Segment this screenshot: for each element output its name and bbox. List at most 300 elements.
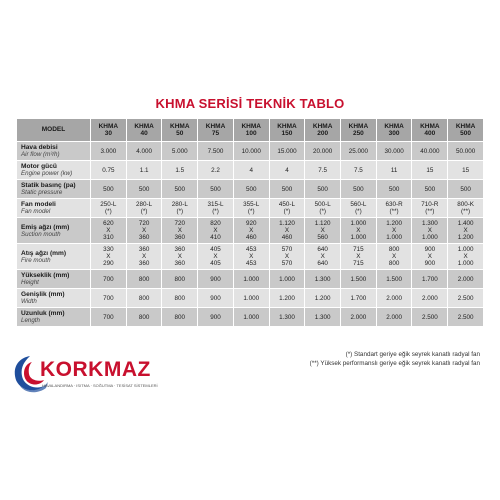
cell-value: X [141, 253, 147, 260]
cell-value: 1.700 [350, 294, 367, 302]
cell-value: 1.500 [350, 275, 367, 283]
cell-value: 280-L [136, 201, 153, 208]
cell-value: 453 [245, 260, 257, 267]
spec-table [16, 118, 484, 327]
table-cell [376, 199, 412, 218]
table-cell [448, 142, 484, 161]
model-column-header [305, 119, 341, 142]
model-number: 150 [281, 130, 293, 137]
cell-value: 800 [174, 294, 186, 302]
row-label-en: Height [21, 279, 39, 286]
table-cell [341, 199, 377, 218]
cell-value: X [356, 227, 361, 234]
table-body [17, 142, 484, 327]
table-cell [162, 142, 198, 161]
cell-value: 800 [138, 275, 150, 283]
cell-value: 1.400 [457, 220, 474, 227]
table-title: KHMA SERİSİ TEKNİK TABLO [155, 96, 345, 111]
cell-value: 315-L [207, 201, 224, 208]
cell-value: 500 [317, 185, 328, 193]
company-logo [10, 352, 170, 402]
cell-value: 500 [103, 185, 114, 193]
row-label-en: Static pressure [21, 189, 63, 196]
model-series: KHMA [277, 122, 297, 130]
cell-value: X [463, 227, 468, 234]
model-number: 50 [176, 130, 184, 137]
table-cell [233, 308, 269, 327]
cell-value: (**) [425, 208, 435, 215]
cell-value: 500 [281, 185, 293, 193]
model-column-header [233, 119, 269, 142]
table-cell [162, 161, 198, 180]
cell-value: 2.500 [457, 313, 474, 321]
table-cell [233, 180, 269, 199]
table-cell [305, 289, 341, 308]
table-cell [233, 244, 269, 270]
table-cell [233, 289, 269, 308]
cell-value: X [427, 227, 432, 234]
cell-value: 1.000 [243, 275, 260, 283]
table-cell [412, 142, 448, 161]
table-cell [448, 199, 484, 218]
table-cell [198, 180, 234, 199]
table-cell [126, 244, 162, 270]
cell-value: 2.500 [457, 294, 474, 302]
cell-value: X [106, 227, 111, 234]
cell-value: 800 [388, 246, 400, 253]
cell-value: 25.000 [348, 147, 369, 155]
cell-value: 800 [138, 294, 150, 302]
cell-value: 500-L [314, 201, 331, 208]
cell-value: 715 [353, 260, 364, 267]
table-cell [305, 244, 341, 270]
table-cell [91, 199, 127, 218]
cell-value: 700 [103, 313, 114, 321]
row-label [17, 218, 91, 244]
cell-value: 280-L [171, 201, 188, 208]
table-cell [198, 161, 234, 180]
cell-value: 1.000 [243, 313, 260, 321]
table-cell [341, 180, 377, 199]
cell-value: 820 [210, 220, 221, 227]
table-cell [305, 218, 341, 244]
cell-value: 800 [174, 275, 186, 283]
table-cell [412, 289, 448, 308]
cell-value: 355-L [243, 201, 260, 208]
table-cell [376, 244, 412, 270]
model-number: 500 [460, 130, 472, 137]
cell-value: 1.000 [279, 275, 295, 283]
table-cell [376, 308, 412, 327]
table-cell [412, 161, 448, 180]
table-cell [269, 308, 305, 327]
cell-value: 900 [210, 313, 221, 321]
model-series: KHMA [348, 122, 369, 130]
table-cell [162, 199, 198, 218]
model-number: 30 [104, 130, 112, 137]
cell-value: 1.700 [421, 275, 438, 283]
table-cell [412, 180, 448, 199]
cell-value: (*) [140, 208, 148, 215]
cell-value: X [427, 253, 432, 260]
cell-value: 1.120 [314, 220, 331, 227]
cell-value: 410 [210, 234, 221, 241]
table-cell [269, 161, 305, 180]
table-row [17, 244, 484, 270]
table-cell [198, 244, 234, 270]
table-row [17, 142, 484, 161]
table-cell [91, 218, 127, 244]
table-cell [341, 244, 377, 270]
table-cell [198, 308, 234, 327]
cell-value: 460 [245, 234, 257, 241]
row-label-tr: Atış ağzı (mm) [21, 249, 67, 257]
table-cell [269, 289, 305, 308]
table-row [17, 270, 484, 289]
cell-value: 720 [174, 220, 186, 227]
table-row [17, 218, 484, 244]
cell-value: 11 [390, 166, 398, 174]
model-series: KHMA [241, 122, 261, 130]
table-cell [126, 289, 162, 308]
cell-value: 620 [103, 220, 114, 227]
table-cell [376, 289, 412, 308]
cell-value: 40.000 [420, 147, 440, 155]
cell-value: 500 [245, 185, 257, 193]
cell-value: 1.000 [457, 260, 474, 267]
row-label [17, 308, 91, 327]
cell-value: 360 [174, 260, 186, 267]
row-label-tr: Yükseklik (mm) [21, 272, 70, 279]
footnote: (**) Yüksek performanslı geriye eğik seyrek kanatlı radyal fan [309, 360, 480, 367]
cell-value: 2.500 [421, 313, 438, 321]
cell-value: X [320, 253, 325, 260]
cell-value: 2.000 [457, 275, 474, 283]
table-cell [448, 270, 484, 289]
model-series: KHMA [170, 122, 190, 130]
model-series: KHMA [98, 122, 119, 130]
cell-value: 1.300 [314, 275, 331, 283]
model-column-header [341, 119, 377, 142]
table-cell [341, 218, 377, 244]
table-cell [91, 161, 127, 180]
model-number: 100 [245, 130, 257, 137]
model-series: KHMA [420, 122, 440, 130]
cell-value: 1.200 [386, 220, 402, 227]
row-label-en: Fire mouth [21, 256, 51, 264]
table-cell [412, 218, 448, 244]
cell-value: 20.000 [313, 147, 333, 155]
cell-value: 570 [281, 246, 293, 253]
cell-value: 1.000 [243, 294, 260, 302]
model-number: 300 [388, 130, 400, 137]
table-cell [305, 199, 341, 218]
table-cell [448, 161, 484, 180]
table-cell [412, 199, 448, 218]
cell-value: 570 [281, 260, 293, 267]
cell-value: (*) [247, 208, 255, 215]
table-cell [91, 142, 127, 161]
table-cell [448, 218, 484, 244]
cell-value: X [249, 253, 254, 260]
table-cell [198, 199, 234, 218]
model-column-header [376, 119, 412, 142]
cell-value: 360 [174, 246, 186, 253]
row-label [17, 142, 91, 161]
table-row [17, 289, 484, 308]
row-label [17, 180, 91, 199]
model-column-header [412, 119, 448, 142]
cell-value: 800-K [457, 201, 474, 208]
table-cell [126, 180, 162, 199]
cell-value: 800 [388, 260, 400, 267]
cell-value: 1.000 [457, 246, 474, 253]
row-label-tr: Hava debisi [21, 144, 58, 151]
cell-value: 920 [245, 220, 257, 227]
cell-value: 450-L [278, 201, 295, 208]
table-cell [448, 180, 484, 199]
table-cell [305, 161, 341, 180]
cell-value: 7.5 [354, 166, 363, 174]
cell-value: 720 [138, 220, 150, 227]
row-label [17, 270, 91, 289]
cell-value: X [392, 227, 397, 234]
cell-value: 1.200 [457, 234, 474, 241]
cell-value: X [141, 227, 147, 234]
row-label-tr: Statik basınç (pa) [21, 182, 76, 189]
cell-value: 7.500 [207, 147, 224, 155]
row-label-en: Air flow (m³/h) [21, 151, 60, 158]
cell-value: 1.300 [421, 220, 438, 227]
table-cell [91, 244, 127, 270]
table-cell [126, 270, 162, 289]
cell-value: 460 [281, 234, 293, 241]
footnote: (*) Standart geriye eğik seyrek kanatlı radyal fan [345, 351, 480, 358]
table-cell [305, 180, 341, 199]
row-label-tr: Emiş ağzı (mm) [21, 223, 70, 231]
cell-value: 500 [460, 185, 471, 193]
cell-value: 710-R [421, 201, 439, 208]
cell-value: 560-L [350, 201, 367, 208]
cell-value: 15 [426, 166, 434, 174]
row-label-en: Length [21, 317, 40, 324]
cell-value: 30.000 [384, 147, 404, 155]
table-row [17, 199, 484, 218]
table-cell [233, 270, 269, 289]
table-cell [376, 180, 412, 199]
table-cell [269, 218, 305, 244]
model-column-header [198, 119, 234, 142]
cell-value: 1.200 [314, 294, 331, 302]
table-cell [412, 270, 448, 289]
cell-value: X [177, 227, 182, 234]
cell-value: 2.000 [386, 294, 402, 302]
cell-value: 4 [285, 166, 289, 174]
logo-tagline: HAVALANDIRMA · ISITMA · SOĞUTMA · TESİSAT SİSTEMLERİ [42, 383, 158, 388]
table-cell [126, 142, 162, 161]
table-cell [412, 308, 448, 327]
table-cell [269, 270, 305, 289]
cell-value: 900 [424, 260, 436, 267]
cell-value: 330 [103, 246, 114, 253]
cell-value: 1.000 [421, 234, 438, 241]
cell-value: 1.500 [386, 275, 402, 283]
cell-value: 0.75 [102, 166, 115, 174]
cell-value: 10.000 [241, 147, 261, 155]
cell-value: 310 [103, 234, 114, 241]
cell-value: 15.000 [277, 147, 297, 155]
cell-value: 800 [174, 313, 186, 321]
table-cell [198, 142, 234, 161]
cell-value: (**) [389, 208, 399, 215]
cell-value: X [284, 253, 290, 260]
cell-value: 900 [210, 275, 221, 283]
table-cell [91, 270, 127, 289]
row-label [17, 161, 91, 180]
table-cell [341, 308, 377, 327]
cell-value: 500 [424, 185, 436, 193]
table-cell [376, 142, 412, 161]
model-series: KHMA [455, 122, 476, 130]
model-series: KHMA [134, 122, 154, 130]
table-cell [162, 270, 198, 289]
cell-value: 15 [462, 166, 470, 174]
cell-value: 715 [353, 246, 364, 253]
cell-value: (*) [283, 208, 291, 215]
cell-value: (*) [176, 208, 184, 215]
cell-value: 2.000 [350, 313, 367, 321]
model-number: 200 [317, 130, 329, 137]
table-cell [233, 218, 269, 244]
table-row [17, 308, 484, 327]
model-column-header [448, 119, 484, 142]
row-label-en: Fan model [21, 208, 51, 215]
cell-value: 1.300 [279, 313, 295, 321]
cell-value: X [213, 253, 218, 260]
row-label [17, 289, 91, 308]
cell-value: 4 [249, 166, 253, 174]
cell-value: 360 [138, 260, 150, 267]
cell-value: 900 [424, 246, 436, 253]
cell-value: 700 [103, 275, 114, 283]
table-cell [162, 289, 198, 308]
model-number: 75 [211, 130, 220, 137]
table-cell [341, 289, 377, 308]
cell-value: 700 [103, 294, 114, 302]
cell-value: X [320, 227, 325, 234]
row-label-en: Width [21, 298, 37, 305]
header-row [17, 119, 484, 142]
cell-value: (**) [461, 208, 471, 215]
model-column-header [91, 119, 127, 142]
row-label-en: Suction mouth [21, 230, 61, 238]
table-cell [233, 199, 269, 218]
cell-value: (*) [355, 208, 362, 215]
table-cell [91, 308, 127, 327]
cell-value: 640 [317, 260, 328, 267]
model-number: 250 [352, 130, 364, 137]
table-cell [233, 142, 269, 161]
cell-value: 1.200 [279, 294, 295, 302]
model-series: KHMA [205, 122, 226, 130]
table-cell [376, 161, 412, 180]
cell-value: X [177, 253, 182, 260]
table-cell [91, 289, 127, 308]
cell-value: 2.2 [211, 166, 220, 174]
table-row [17, 180, 484, 199]
cell-value: 900 [210, 294, 221, 302]
cell-value: 1.5 [175, 166, 185, 174]
table-cell [376, 270, 412, 289]
cell-value: 50.000 [455, 147, 476, 155]
table-cell [269, 180, 305, 199]
cell-value: 2.000 [386, 313, 402, 321]
logo-wordmark: KORKMAZ [40, 358, 151, 381]
model-series: KHMA [384, 122, 404, 130]
table-cell [269, 244, 305, 270]
table-cell [341, 270, 377, 289]
table-cell [412, 244, 448, 270]
table-cell [448, 308, 484, 327]
row-label-tr: Uzunluk (mm) [21, 310, 65, 317]
cell-value: 405 [210, 260, 221, 267]
cell-value: X [106, 253, 111, 260]
cell-value: 560 [317, 234, 328, 241]
table-cell [91, 180, 127, 199]
model-column-header [269, 119, 305, 142]
table-cell [198, 218, 234, 244]
cell-value: 405 [210, 246, 221, 253]
cell-value: 5.000 [171, 147, 188, 155]
model-number: 400 [424, 130, 436, 137]
cell-value: 500 [174, 185, 186, 193]
cell-value: 1.120 [279, 220, 295, 227]
cell-value: 290 [103, 260, 114, 267]
model-column-header [162, 119, 198, 142]
cell-value: 500 [388, 185, 400, 193]
cell-value: X [392, 253, 397, 260]
table-cell [162, 180, 198, 199]
cell-value: 500 [353, 185, 364, 193]
table-cell [305, 270, 341, 289]
cell-value: X [356, 253, 361, 260]
cell-value: X [284, 227, 290, 234]
cell-value: 1.000 [350, 234, 367, 241]
cell-value: (*) [105, 208, 112, 215]
cell-value: 640 [317, 246, 328, 253]
cell-value: X [249, 227, 254, 234]
row-label-en: Engine power (kw) [21, 170, 73, 177]
row-label-tr: Fan modeli [21, 201, 56, 208]
cell-value: 4.000 [136, 147, 152, 155]
table-cell [341, 161, 377, 180]
cell-value: 630-R [385, 201, 403, 208]
cell-value: 1.300 [314, 313, 331, 321]
model-header: MODEL [17, 119, 91, 142]
table-cell [126, 218, 162, 244]
table-cell [269, 142, 305, 161]
cell-value: 2.000 [421, 294, 438, 302]
table-cell [269, 199, 305, 218]
table-cell [198, 270, 234, 289]
cell-value: X [213, 227, 218, 234]
table-cell [376, 218, 412, 244]
table-cell [305, 142, 341, 161]
model-column-header [126, 119, 162, 142]
table-cell [305, 308, 341, 327]
table-cell [162, 244, 198, 270]
footnotes [310, 350, 480, 368]
